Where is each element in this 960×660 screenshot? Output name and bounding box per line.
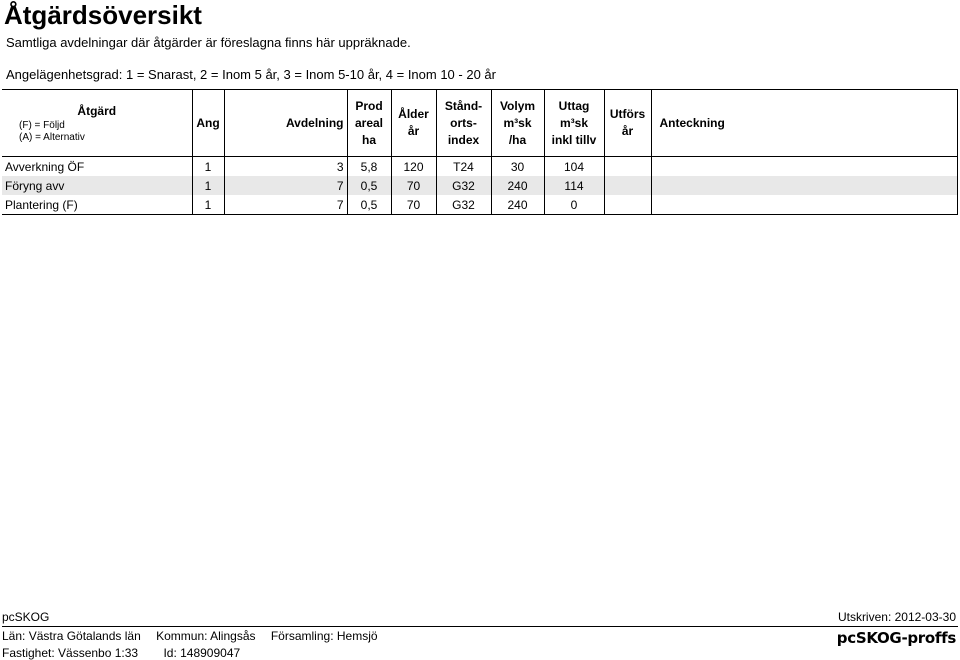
col-header-site-index-line: Stånd- bbox=[444, 98, 483, 113]
col-header-action bbox=[2, 90, 192, 157]
col-header-section-line: Avdelning bbox=[285, 115, 344, 130]
col-header-urgency bbox=[192, 90, 224, 157]
brand-logo: pcSKOG-proffs bbox=[836, 629, 956, 647]
col-header-action-label: Åtgärd bbox=[77, 103, 117, 118]
footer-parish: Församling: Hemsjö bbox=[270, 629, 378, 643]
col-header-removal-line: m³sk bbox=[559, 115, 588, 130]
col-header-site-index-line: orts- bbox=[450, 115, 477, 130]
table-row bbox=[2, 176, 958, 195]
col-header-done bbox=[604, 90, 651, 157]
urgency-legend: Angelägenhetsgrad: 1 = Snarast, 2 = Inom 5 år, 3 = Inom 5-10 år, 4 = Inom 10 - 20 år bbox=[6, 67, 496, 82]
cell-volume: 30 bbox=[491, 157, 544, 177]
cell-volume: 240 bbox=[491, 176, 544, 195]
table-header-row bbox=[2, 90, 958, 157]
cell-area: 0,5 bbox=[347, 176, 391, 195]
col-header-area-line: Prod bbox=[355, 98, 383, 113]
cell-site-index: G32 bbox=[436, 176, 491, 195]
cell-urgency: 1 bbox=[192, 157, 224, 177]
col-header-volume-line: /ha bbox=[508, 132, 527, 147]
cell-age: 70 bbox=[391, 195, 436, 215]
col-header-volume bbox=[491, 90, 544, 157]
col-header-volume-line: m³sk bbox=[503, 115, 532, 130]
col-header-age-line: år bbox=[407, 124, 420, 138]
footer-property-id: Id: 148909047 bbox=[163, 646, 241, 660]
col-header-age bbox=[391, 90, 436, 157]
footer-program-name: pcSKOG bbox=[2, 610, 50, 624]
cell-site-index: T24 bbox=[436, 157, 491, 177]
footer-municipality: Kommun: Alingsås bbox=[156, 629, 256, 643]
cell-area: 0,5 bbox=[347, 195, 391, 215]
col-header-removal-line: Uttag bbox=[558, 98, 590, 113]
cell-note bbox=[651, 195, 958, 215]
col-header-note bbox=[651, 90, 958, 157]
col-header-urgency-line: Ang bbox=[196, 115, 220, 130]
cell-area: 5,8 bbox=[347, 157, 391, 177]
table-row bbox=[2, 195, 958, 215]
col-header-section bbox=[224, 90, 347, 157]
cell-volume: 240 bbox=[491, 195, 544, 215]
cell-action: Föryng avv bbox=[2, 176, 192, 195]
col-header-site-index-line: index bbox=[447, 132, 480, 147]
col-header-action-alternative: (A) = Alternativ bbox=[19, 131, 85, 143]
footer-location bbox=[2, 629, 390, 643]
cell-site-index: G32 bbox=[436, 195, 491, 215]
page-title: Åtgärdsöversikt bbox=[4, 0, 202, 30]
table-row bbox=[2, 157, 958, 177]
col-header-volume-line: Volym bbox=[499, 98, 536, 113]
col-header-site-index bbox=[436, 90, 491, 157]
cell-note bbox=[651, 176, 958, 195]
cell-age: 70 bbox=[391, 176, 436, 195]
col-header-done-line: Utförs bbox=[609, 107, 646, 121]
cell-removal: 0 bbox=[544, 195, 604, 215]
footer-divider bbox=[2, 626, 958, 627]
col-header-done-line: år bbox=[621, 124, 634, 138]
cell-done bbox=[604, 157, 651, 177]
cell-done bbox=[604, 195, 651, 215]
cell-section: 3 bbox=[224, 157, 347, 177]
col-header-area-line: ha bbox=[361, 132, 376, 147]
col-header-action-followup: (F) = Följd bbox=[19, 119, 65, 131]
cell-done bbox=[604, 176, 651, 195]
col-header-removal-line: inkl tillv bbox=[551, 132, 597, 147]
col-header-removal bbox=[544, 90, 604, 157]
footer-county: Län: Västra Götalands län bbox=[2, 629, 141, 643]
cell-age: 120 bbox=[391, 157, 436, 177]
footer-printed-date: Utskriven: 2012-03-30 bbox=[837, 610, 956, 624]
cell-removal: 104 bbox=[544, 157, 604, 177]
cell-action: Avverkning ÖF bbox=[2, 157, 192, 177]
cell-section: 7 bbox=[224, 195, 347, 215]
cell-removal: 114 bbox=[544, 176, 604, 195]
col-header-note-line: Anteckning bbox=[659, 115, 725, 130]
col-header-age-line: Ålder bbox=[398, 107, 429, 121]
footer-property bbox=[2, 646, 262, 660]
col-header-area-line: areal bbox=[354, 115, 384, 130]
col-header-area bbox=[347, 90, 391, 157]
footer-property-name: Fastighet: Vässenbo 1:33 bbox=[2, 646, 139, 660]
measures-table bbox=[2, 89, 958, 215]
cell-action: Plantering (F) bbox=[2, 195, 192, 215]
cell-urgency: 1 bbox=[192, 195, 224, 215]
cell-section: 7 bbox=[224, 176, 347, 195]
page-subtitle: Samtliga avdelningar där åtgärder är föreslagna finns här uppräknade. bbox=[6, 35, 411, 50]
cell-note bbox=[651, 157, 958, 177]
cell-urgency: 1 bbox=[192, 176, 224, 195]
